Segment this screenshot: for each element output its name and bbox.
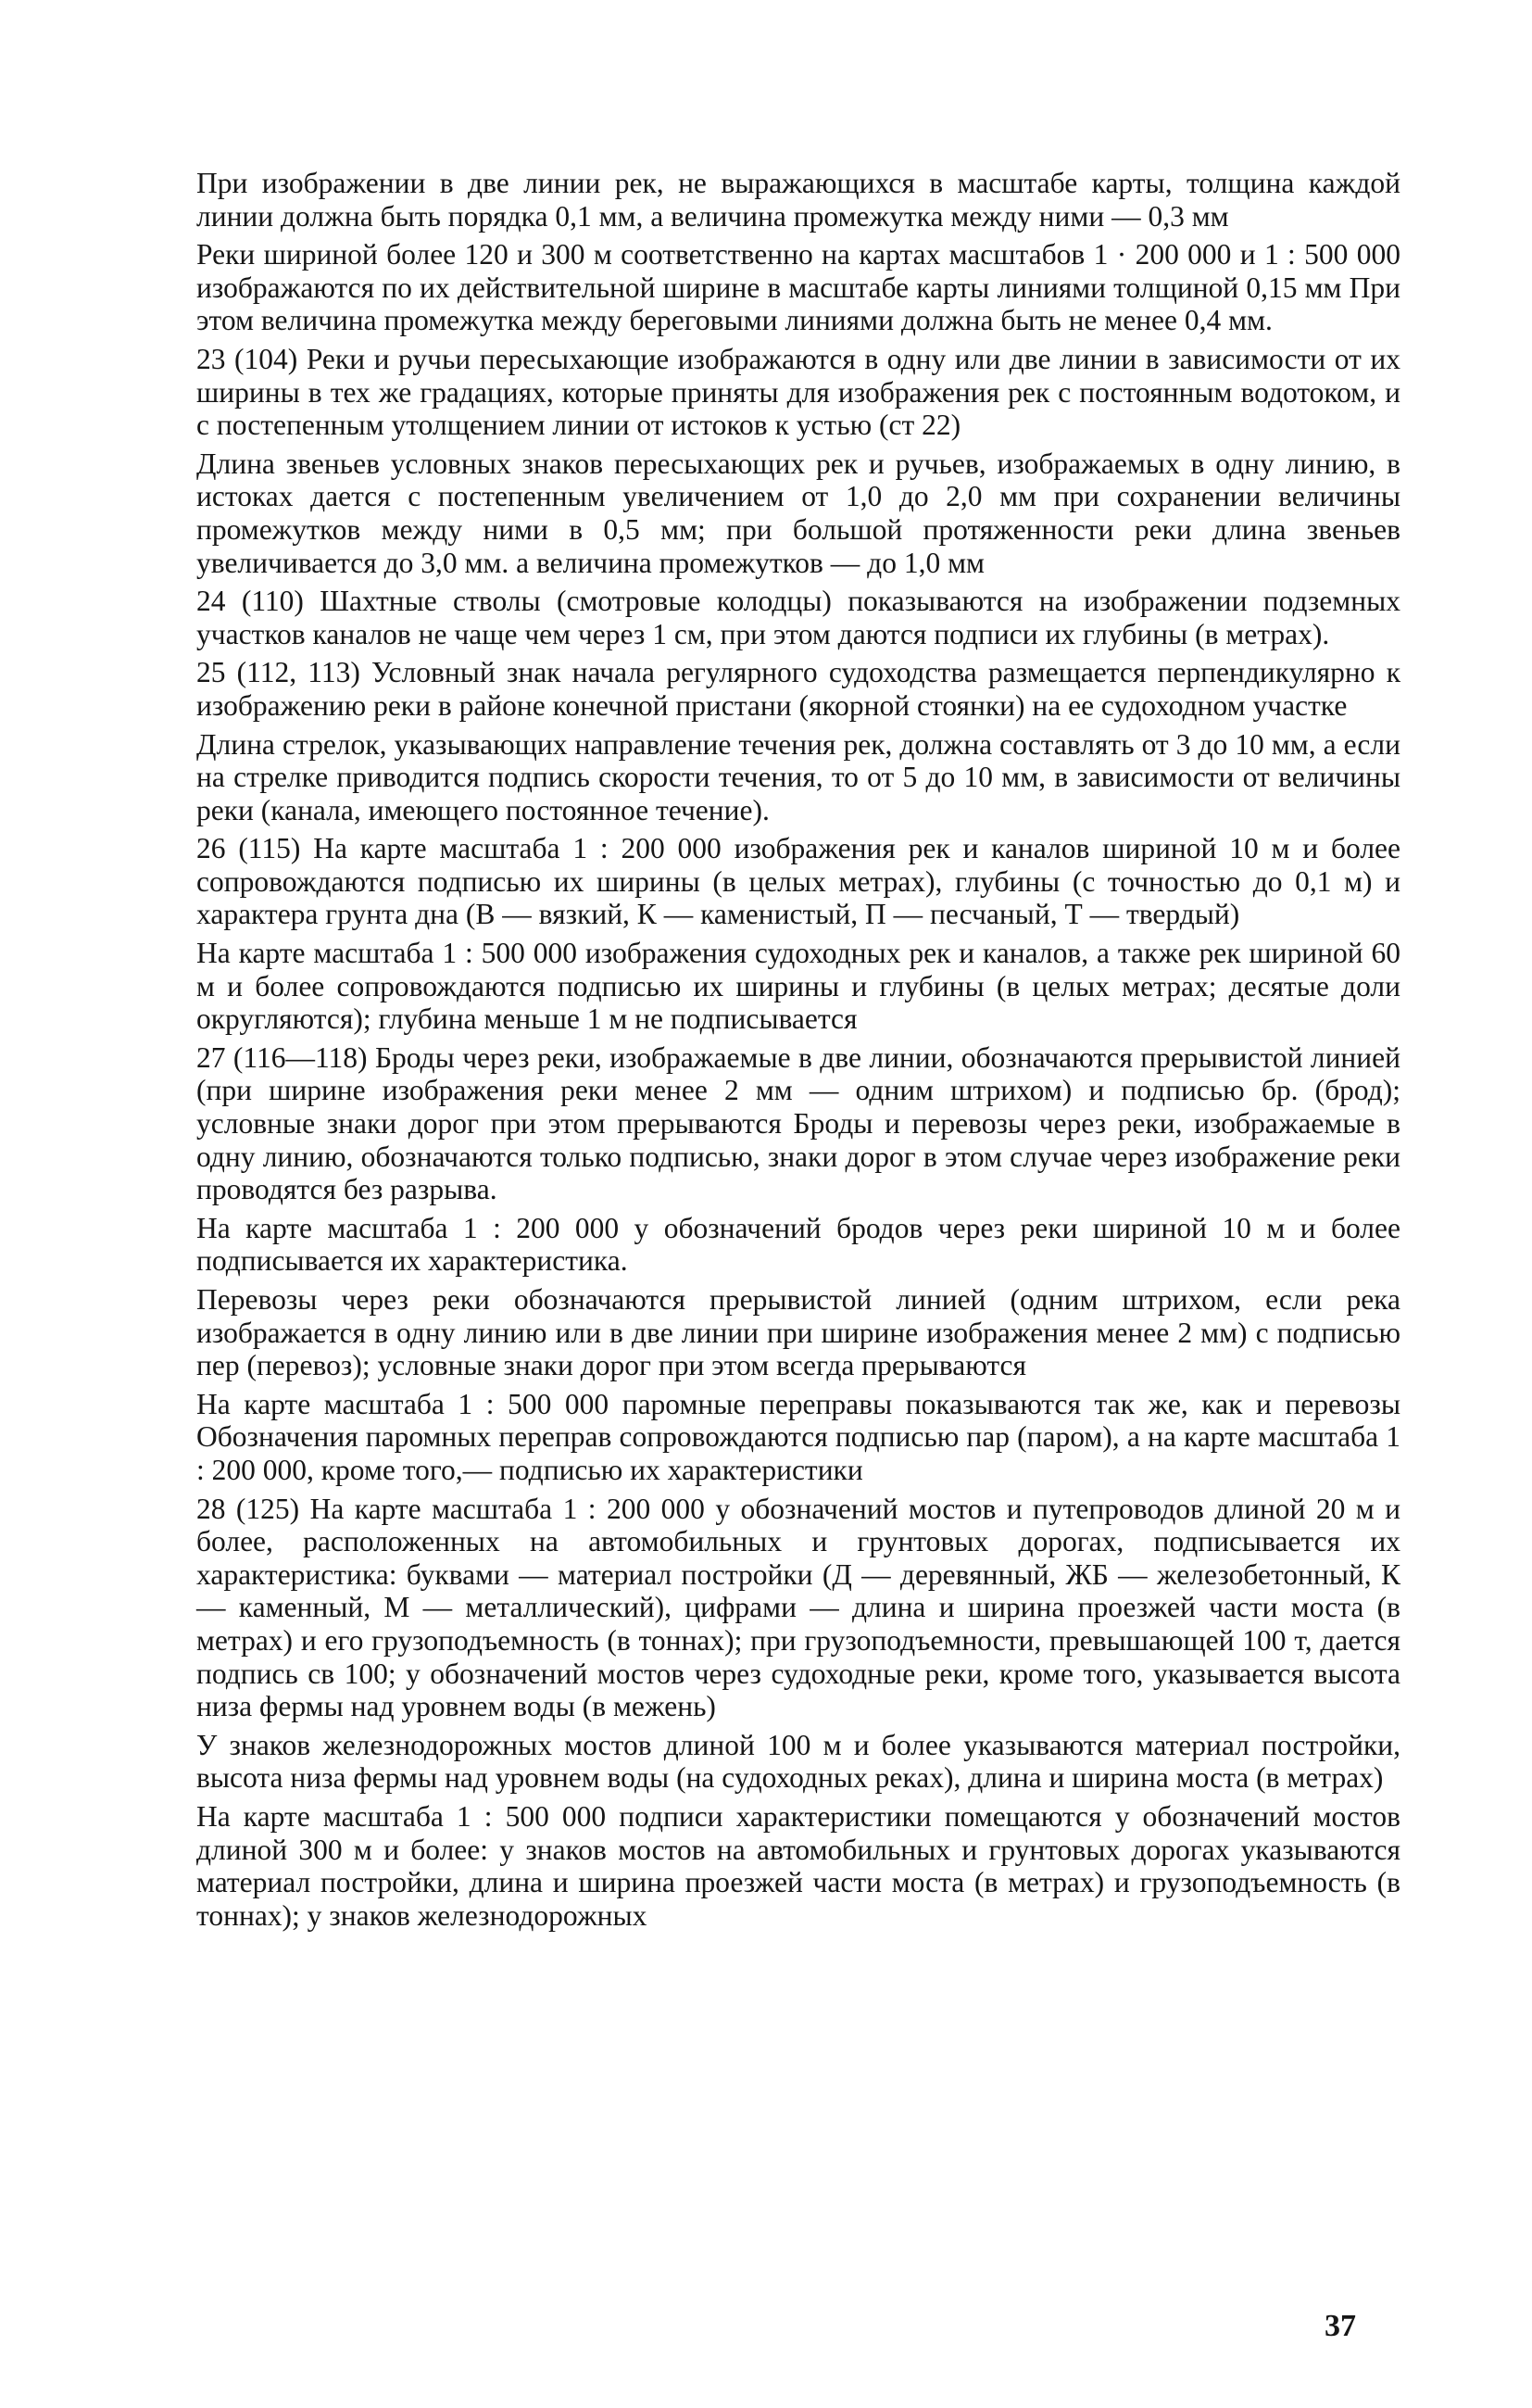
paragraph: Реки шириной более 120 и 300 м соответственно на картах масштабов 1 · 200 000 и 1 : 500 000 изображаются по их действительной ширине в масштабе карты линиями толщиной 0,15 мм При этом величина промежутка между береговыми линиями должна быть не менее 0,4 мм. [196,238,1400,337]
paragraph: Длина стрелок, указывающих направление течения рек, должна составлять от 3 до 10 мм, а если на стрелке приводится подпись скорости течения, то от 5 до 10 мм, в зависимости от величины реки (канала, имеющего постоянное течение). [196,727,1400,826]
page-number: 37 [1325,2309,1356,2343]
paragraph: 26 (115) На карте масштаба 1 : 200 000 изображения рек и каналов шириной 10 м и более сопровождаются подписью их ширины (в целых метрах), глубины (с точностью до 0,1 м) и характера грунта дна (В — вязкий, К — каменистый, П — песчаный, Т — твердый) [196,832,1400,931]
paragraph: У знаков железнодорожных мостов длиной 100 м и более указываются материал постройки, высота низа фермы над уровнем воды (на судоходных реках), длина и ширина моста (в метрах) [196,1728,1400,1795]
paragraph: При изображении в две линии рек, не выражающихся в масштабе карты, толщина каждой линии должна быть порядка 0,1 мм, а величина промежутка между ними — 0,3 мм [196,167,1400,233]
paragraph: 23 (104) Реки и ручьи пересыхающие изображаются в одну или две линии в зависимости от их ширины в тех же градациях, которые приняты для изображения рек с постоянным водотоком, и с постепенным утолщением линии от истоков к устью (ст 22) [196,342,1400,442]
paragraph: Перевозы через реки обозначаются прерывистой линией (одним штрихом, если река изображается в одну линию или в две линии при ширине изображения менее 2 мм) с подписью пер (перевоз); условные знаки дорог при этом всегда прерываются [196,1283,1400,1382]
paragraph: 25 (112, 113) Условный знак начала регулярного судоходства размещается перпендикулярно к изображению реки в районе конечной пристани (якорной стоянки) на ее судоходном участке [196,656,1400,722]
paragraph: На карте масштаба 1 : 500 000 изображения судоходных рек и каналов, а также рек шириной 60 м и более сопровождаются подписью их ширины и глубины (в целых метрах; десятые доли округляются); глубина меньше 1 м не подписывается [196,937,1400,1036]
paragraph: 27 (116—118) Броды через реки, изображаемые в две линии, обозначаются прерывистой линией (при ширине изображения реки менее 2 мм — одним штрихом) и подписью бр. (брод); условные знаки дорог при этом прерываются Броды и перевозы через реки, изображаемые в одну линию, обозначаются только подписью, знаки дорог в этом случае через изображение реки проводятся без разрыва. [196,1040,1400,1206]
paragraph: На карте масштаба 1 : 500 000 подписи характеристики помещаются у обозначений мостов длиной 300 м и более: у знаков мостов на автомобильных и грунтовых дорогах указываются материал постройки, длина и ширина проезжей части моста (в метрах) и грузоподъемность (в тоннах); у знаков железнодорожных [196,1799,1400,1932]
paragraph: 28 (125) На карте масштаба 1 : 200 000 у обозначений мостов и путепроводов длиной 20 м и более, расположенных на автомобильных и грунтовых дорогах, подписывается их характеристика: буквами — материал постройки (Д — деревянный, ЖБ — железобетонный, К — каменный, М — металлический), цифрами — длина и ширина проезжей части моста (в метрах) и его грузоподъемность (в тоннах); при грузоподъемности, превышающей 100 т, дается подпись св 100; у обозначений мостов через судоходные реки, кроме того, указывается высота низа фермы над уровнем воды (в межень) [196,1492,1400,1723]
paragraph: Длина звеньев условных знаков пересыхающих рек и ручьев, изображаемых в одну линию, в истоках дается с постепенным увеличением от 1,0 до 2,0 мм при сохранении величины промежутков между ними в 0,5 мм; при большой протяженности реки длина звеньев увеличивается до 3,0 мм. а величина промежутков — до 1,0 мм [196,447,1400,579]
page-body [196,167,1400,1932]
paragraph: 24 (110) Шахтные стволы (смотровые колодцы) показываются на изображении подземных участков каналов не чаще чем через 1 см, при этом даются подписи их глубины (в метрах). [196,585,1400,650]
paragraph: На карте масштаба 1 : 200 000 у обозначений бродов через реки шириной 10 м и более подписывается их характеристика. [196,1211,1400,1278]
paragraph: На карте масштаба 1 : 500 000 паромные переправы показываются так же, как и перевозы Обозначения паромных переправ сопровождаются подписью пар (паром), а на карте масштаба 1 : 200 000, кроме того,— подписью их характеристики [196,1387,1400,1486]
